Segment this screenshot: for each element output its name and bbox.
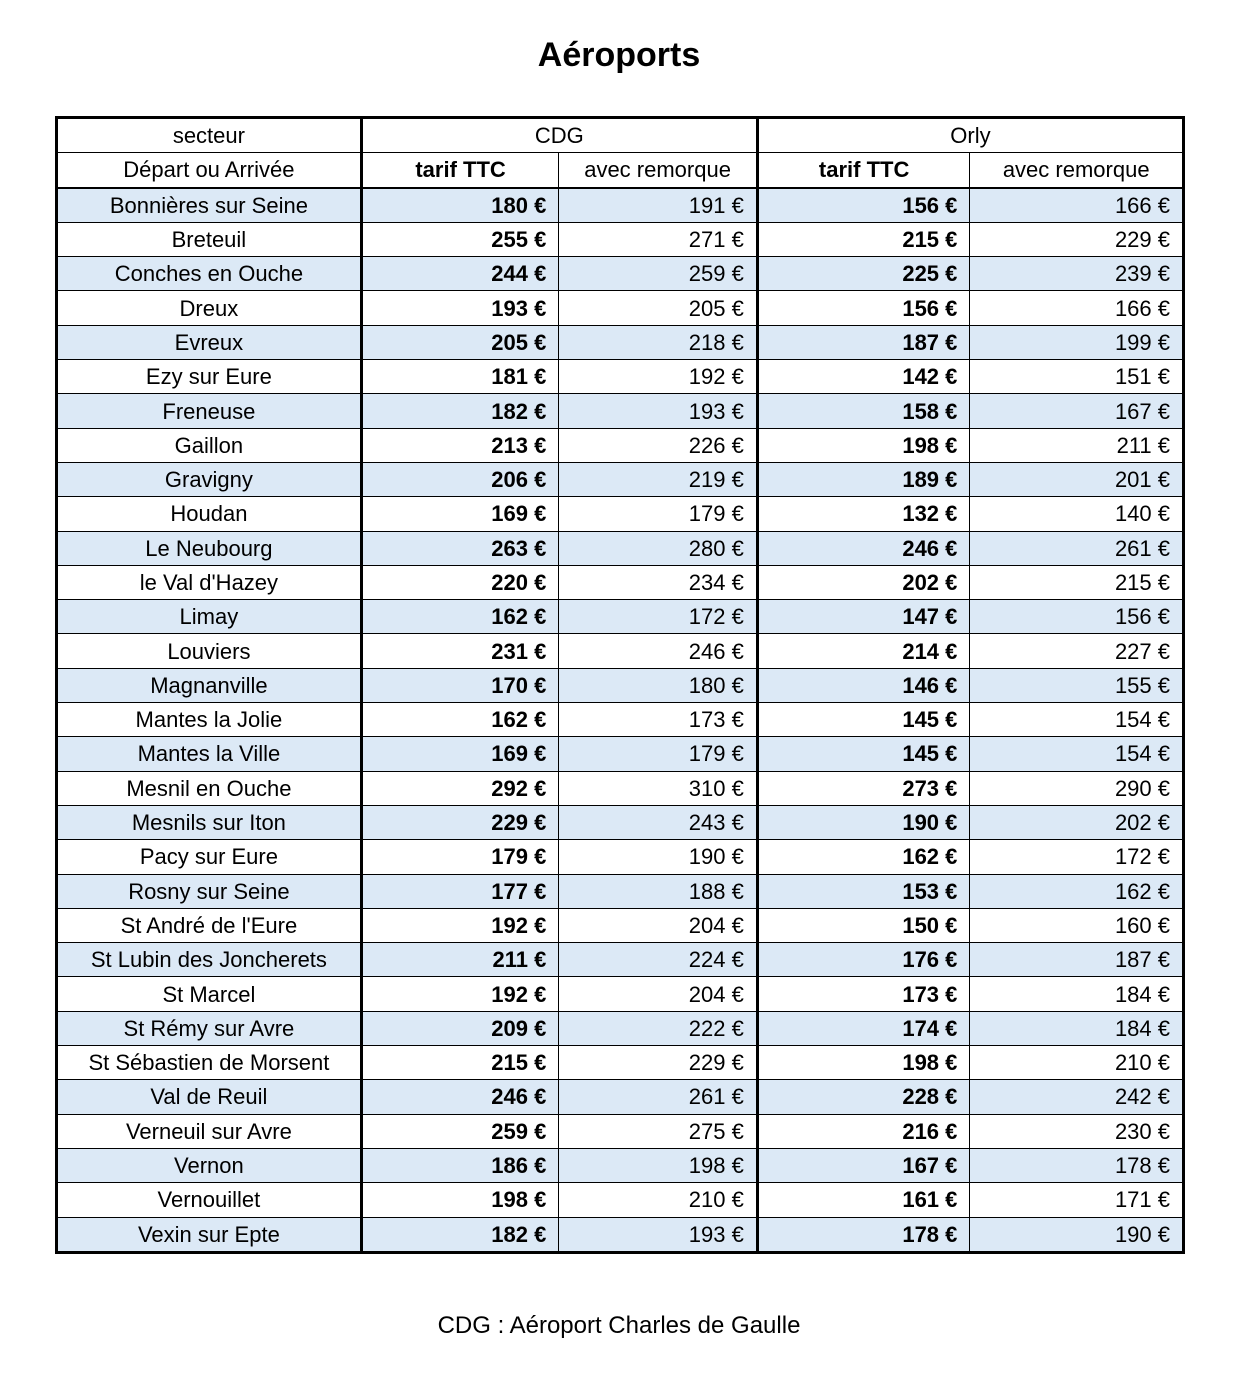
destination-cell: Mantes la Jolie [57,703,362,737]
table-row [57,805,1184,839]
table-row [57,257,1184,291]
cdg-tarif-cell: 169 € [361,737,559,771]
cdg-remorque-cell: 188 € [559,874,758,908]
cdg-tarif-cell: 177 € [361,874,559,908]
cdg-remorque-cell: 310 € [559,771,758,805]
table-row [57,977,1184,1011]
orly-remorque-cell: 261 € [970,531,1184,565]
footnote: CDG : Aéroport Charles de Gaulle [437,1312,801,1339]
destination-cell: Louviers [57,634,362,668]
orly-remorque-cell: 166 € [970,188,1184,223]
table-row [57,1080,1184,1114]
cdg-remorque-cell: 246 € [559,634,758,668]
destination-cell: Vernouillet [57,1183,362,1217]
destination-cell: Dreux [57,291,362,325]
destination-cell: Bonnières sur Seine [57,188,362,223]
cdg-remorque-cell: 259 € [559,257,758,291]
cdg-remorque-cell: 205 € [559,291,758,325]
cdg-tarif-cell: 213 € [361,428,559,462]
cdg-tarif-cell: 263 € [361,531,559,565]
table-row [57,1217,1184,1252]
cdg-tarif-cell: 259 € [361,1114,559,1148]
cdg-tarif-cell: 192 € [361,908,559,942]
cdg-tarif-cell: 198 € [361,1183,559,1217]
orly-tarif-cell: 176 € [757,943,970,977]
cdg-tarif-cell: 220 € [361,565,559,599]
cdg-remorque-cell: 180 € [559,668,758,702]
cdg-tarif-cell: 209 € [361,1011,559,1045]
cdg-tarif-cell: 246 € [361,1080,559,1114]
cdg-tarif-cell: 231 € [361,634,559,668]
orly-tarif-cell: 246 € [757,531,970,565]
destination-cell: Verneuil sur Avre [57,1114,362,1148]
orly-tarif-cell: 198 € [757,428,970,462]
cdg-tarif-cell: 162 € [361,703,559,737]
orly-remorque-cell: 162 € [970,874,1184,908]
orly-remorque-cell: 210 € [970,1046,1184,1080]
cdg-remorque-cell: 280 € [559,531,758,565]
cdg-remorque-cell: 226 € [559,428,758,462]
orly-remorque-cell: 227 € [970,634,1184,668]
orly-tarif-cell: 190 € [757,805,970,839]
sector-header: secteur [57,118,362,153]
orly-remorque-cell: 190 € [970,1217,1184,1252]
orly-tarif-cell: 273 € [757,771,970,805]
cdg-tarif-cell: 169 € [361,497,559,531]
orly-tarif-cell: 215 € [757,222,970,256]
orly-header: Orly [757,118,1183,153]
destination-cell: Ezy sur Eure [57,360,362,394]
orly-tarif-cell: 178 € [757,1217,970,1252]
cdg-remorque-header: avec remorque [559,153,758,188]
cdg-remorque-cell: 173 € [559,703,758,737]
orly-tarif-cell: 228 € [757,1080,970,1114]
cdg-remorque-cell: 261 € [559,1080,758,1114]
cdg-remorque-cell: 218 € [559,325,758,359]
table-row [57,1046,1184,1080]
orly-remorque-cell: 151 € [970,360,1184,394]
orly-remorque-cell: 187 € [970,943,1184,977]
table-row [57,497,1184,531]
cdg-tarif-cell: 255 € [361,222,559,256]
orly-tarif-cell: 142 € [757,360,970,394]
orly-tarif-cell: 145 € [757,737,970,771]
orly-tarif-cell: 189 € [757,462,970,496]
table-row [57,908,1184,942]
orly-tarif-cell: 214 € [757,634,970,668]
orly-remorque-cell: 154 € [970,703,1184,737]
orly-remorque-cell: 290 € [970,771,1184,805]
destination-cell: Pacy sur Eure [57,840,362,874]
cdg-tarif-cell: 180 € [361,188,559,223]
destination-cell: le Val d'Hazey [57,565,362,599]
orly-tarif-cell: 147 € [757,600,970,634]
header-row-columns [57,153,1184,188]
table-row [57,1011,1184,1045]
header-row-group [57,118,1184,153]
table-row [57,462,1184,496]
table-row [57,428,1184,462]
orly-remorque-cell: 211 € [970,428,1184,462]
orly-tarif-cell: 202 € [757,565,970,599]
destination-cell: St Lubin des Joncherets [57,943,362,977]
orly-remorque-cell: 154 € [970,737,1184,771]
cdg-remorque-cell: 190 € [559,840,758,874]
destination-cell: Mesnil en Ouche [57,771,362,805]
cdg-remorque-cell: 198 € [559,1148,758,1182]
orly-remorque-cell: 156 € [970,600,1184,634]
orly-tarif-cell: 225 € [757,257,970,291]
depart-header: Départ ou Arrivée [57,153,362,188]
cdg-tarif-cell: 292 € [361,771,559,805]
orly-remorque-cell: 140 € [970,497,1184,531]
cdg-tarif-cell: 211 € [361,943,559,977]
orly-remorque-cell: 242 € [970,1080,1184,1114]
destination-cell: Gaillon [57,428,362,462]
orly-remorque-cell: 166 € [970,291,1184,325]
table-row [57,565,1184,599]
orly-tarif-cell: 156 € [757,291,970,325]
destination-cell: St Sébastien de Morsent [57,1046,362,1080]
orly-remorque-cell: 184 € [970,1011,1184,1045]
cdg-remorque-cell: 204 € [559,908,758,942]
cdg-remorque-cell: 243 € [559,805,758,839]
cdg-remorque-cell: 224 € [559,943,758,977]
table-row [57,1183,1184,1217]
price-table [55,116,1185,1254]
orly-tarif-cell: 161 € [757,1183,970,1217]
cdg-tarif-header: tarif TTC [361,153,559,188]
orly-tarif-cell: 198 € [757,1046,970,1080]
table-row [57,943,1184,977]
cdg-remorque-cell: 222 € [559,1011,758,1045]
destination-cell: Breteuil [57,222,362,256]
page-title: Aéroports [537,36,701,74]
cdg-tarif-cell: 192 € [361,977,559,1011]
orly-tarif-cell: 167 € [757,1148,970,1182]
table-row [57,291,1184,325]
table-row [57,325,1184,359]
destination-cell: Houdan [57,497,362,531]
orly-remorque-cell: 167 € [970,394,1184,428]
destination-cell: Vernon [57,1148,362,1182]
table-row [57,360,1184,394]
orly-tarif-cell: 162 € [757,840,970,874]
orly-remorque-cell: 229 € [970,222,1184,256]
price-table-body [57,118,1184,1253]
orly-tarif-cell: 145 € [757,703,970,737]
orly-remorque-header: avec remorque [970,153,1184,188]
cdg-remorque-cell: 229 € [559,1046,758,1080]
cdg-remorque-cell: 191 € [559,188,758,223]
orly-remorque-cell: 184 € [970,977,1184,1011]
table-row [57,668,1184,702]
table-row [57,600,1184,634]
destination-cell: St André de l'Eure [57,908,362,942]
destination-cell: Limay [57,600,362,634]
destination-cell: St Rémy sur Avre [57,1011,362,1045]
table-row [57,188,1184,223]
orly-remorque-cell: 171 € [970,1183,1184,1217]
table-row [57,737,1184,771]
cdg-tarif-cell: 229 € [361,805,559,839]
orly-remorque-cell: 178 € [970,1148,1184,1182]
destination-cell: Freneuse [57,394,362,428]
destination-cell: Mantes la Ville [57,737,362,771]
table-row [57,771,1184,805]
orly-tarif-cell: 132 € [757,497,970,531]
orly-tarif-cell: 156 € [757,188,970,223]
cdg-tarif-cell: 206 € [361,462,559,496]
orly-remorque-cell: 230 € [970,1114,1184,1148]
orly-remorque-cell: 172 € [970,840,1184,874]
table-row [57,394,1184,428]
cdg-tarif-cell: 215 € [361,1046,559,1080]
destination-cell: Conches en Ouche [57,257,362,291]
table-row [57,874,1184,908]
destination-cell: Le Neubourg [57,531,362,565]
table-row [57,703,1184,737]
cdg-remorque-cell: 179 € [559,497,758,531]
table-row [57,634,1184,668]
cdg-tarif-cell: 186 € [361,1148,559,1182]
cdg-remorque-cell: 234 € [559,565,758,599]
orly-remorque-cell: 239 € [970,257,1184,291]
destination-cell: Gravigny [57,462,362,496]
cdg-tarif-cell: 182 € [361,1217,559,1252]
cdg-remorque-cell: 192 € [559,360,758,394]
cdg-remorque-cell: 193 € [559,1217,758,1252]
orly-remorque-cell: 155 € [970,668,1184,702]
table-row [57,531,1184,565]
cdg-remorque-cell: 275 € [559,1114,758,1148]
orly-remorque-cell: 201 € [970,462,1184,496]
table-row [57,222,1184,256]
cdg-remorque-cell: 172 € [559,600,758,634]
destination-cell: Val de Reuil [57,1080,362,1114]
destination-cell: Vexin sur Epte [57,1217,362,1252]
cdg-tarif-cell: 162 € [361,600,559,634]
orly-tarif-cell: 150 € [757,908,970,942]
destination-cell: Mesnils sur Iton [57,805,362,839]
cdg-tarif-cell: 181 € [361,360,559,394]
destination-cell: Rosny sur Seine [57,874,362,908]
table-row [57,840,1184,874]
cdg-tarif-cell: 244 € [361,257,559,291]
cdg-remorque-cell: 193 € [559,394,758,428]
cdg-tarif-cell: 182 € [361,394,559,428]
orly-tarif-header: tarif TTC [757,153,970,188]
table-row [57,1148,1184,1182]
cdg-tarif-cell: 205 € [361,325,559,359]
cdg-remorque-cell: 204 € [559,977,758,1011]
cdg-tarif-cell: 193 € [361,291,559,325]
cdg-tarif-cell: 170 € [361,668,559,702]
cdg-remorque-cell: 179 € [559,737,758,771]
orly-tarif-cell: 216 € [757,1114,970,1148]
destination-cell: Evreux [57,325,362,359]
cdg-remorque-cell: 271 € [559,222,758,256]
orly-tarif-cell: 158 € [757,394,970,428]
orly-tarif-cell: 146 € [757,668,970,702]
orly-remorque-cell: 215 € [970,565,1184,599]
cdg-remorque-cell: 210 € [559,1183,758,1217]
orly-remorque-cell: 160 € [970,908,1184,942]
destination-cell: Magnanville [57,668,362,702]
table-row [57,1114,1184,1148]
orly-tarif-cell: 174 € [757,1011,970,1045]
cdg-tarif-cell: 179 € [361,840,559,874]
cdg-remorque-cell: 219 € [559,462,758,496]
cdg-header: CDG [361,118,757,153]
orly-tarif-cell: 173 € [757,977,970,1011]
destination-cell: St Marcel [57,977,362,1011]
orly-tarif-cell: 187 € [757,325,970,359]
orly-remorque-cell: 199 € [970,325,1184,359]
orly-tarif-cell: 153 € [757,874,970,908]
orly-remorque-cell: 202 € [970,805,1184,839]
